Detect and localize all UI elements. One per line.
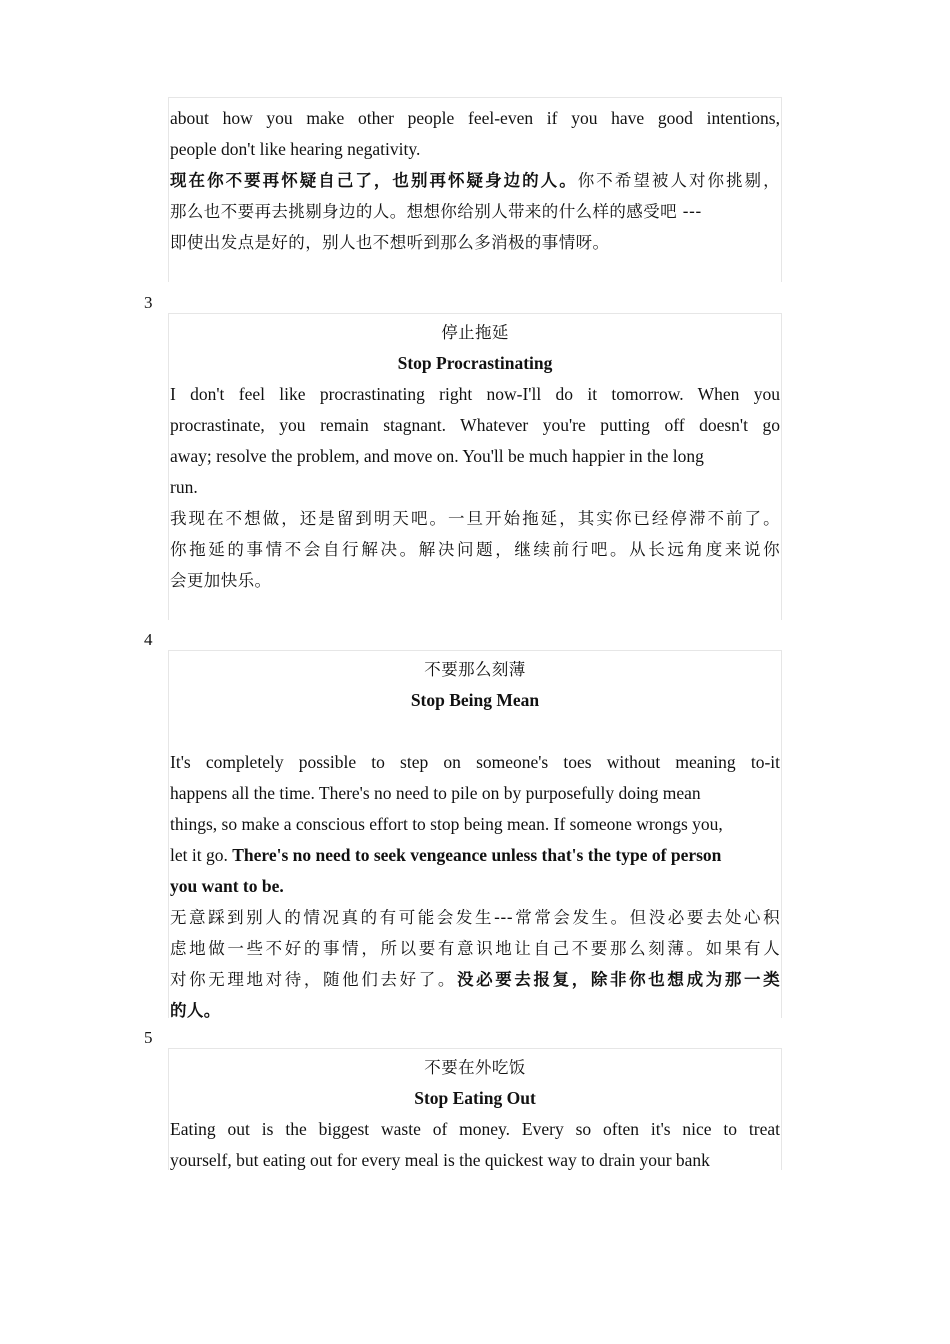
section-2-zh-line-1 bbox=[169, 165, 781, 196]
section-3-box bbox=[168, 313, 782, 620]
section-3-zh-line-3: 会更加快乐。 bbox=[170, 571, 272, 590]
section-4-zh-line-1: 无意踩到别人的情况真的有可能会发生---常常会发生。但没必要去处心积 bbox=[170, 908, 780, 927]
section-4-box bbox=[168, 650, 782, 1018]
section-4-number: 4 bbox=[144, 630, 153, 649]
section-3-en-line-4: run. bbox=[170, 477, 198, 497]
section-5-en-line-2: yourself, but eating out for every meal is the quickest way to drain your bank bbox=[170, 1150, 710, 1170]
section-5-box bbox=[168, 1048, 782, 1170]
section-3-en-line-1: I don't feel like procrastinating right now-I'll do it tomorrow. When you bbox=[170, 384, 780, 404]
section-4-en-line-4-bold: There's no need to seek vengeance unless that's the type of person bbox=[232, 845, 722, 865]
section-4-zh-line-2: 虑地做一些不好的事情，所以要有意识地让自己不要那么刻薄。如果有人 bbox=[170, 939, 780, 958]
section-2-zh-line-3: 即使出发点是好的，别人也不想听到那么多消极的事情呀。 bbox=[170, 233, 610, 252]
section-3-zh-line-2: 你拖延的事情不会自行解决。解决问题，继续前行吧。从长远角度来说你 bbox=[170, 540, 780, 559]
section-2-zh-bold: 现在你不要再怀疑自己了，也别再怀疑身边的人。 bbox=[170, 171, 578, 190]
section-4-spacer bbox=[169, 716, 781, 747]
section-3-zh-line-1: 我现在不想做，还是留到明天吧。一旦开始拖延，其实你已经停滞不前了。 bbox=[170, 509, 780, 528]
section-2-en-line-2: people don't like hearing negativity. bbox=[170, 139, 421, 159]
section-3-number: 3 bbox=[144, 293, 153, 312]
section-2-en-line-1: about how you make other people feel-even if you have good intentions, bbox=[170, 108, 780, 128]
section-5-title-en: Stop Eating Out bbox=[414, 1088, 536, 1108]
section-3-title-en: Stop Procrastinating bbox=[397, 353, 553, 373]
section-4-zh-line-3-plain: 对你无理地对待，随他们去好了。 bbox=[170, 970, 457, 989]
section-2-zh-line-1-rest: 你不希望被人对你挑剔， bbox=[577, 171, 780, 190]
section-3-en-line-2: procrastinate, you remain stagnant. Whatever you're putting off doesn't go bbox=[170, 415, 780, 435]
section-4-en-line-5: you want to be. bbox=[170, 876, 284, 896]
section-5-en-line-1: Eating out is the biggest waste of money. Every so often it's nice to treat bbox=[170, 1119, 780, 1139]
section-2-box bbox=[168, 97, 782, 282]
section-5-number: 5 bbox=[144, 1028, 153, 1047]
section-4-title-en: Stop Being Mean bbox=[410, 690, 540, 710]
section-5-title-zh: 不要在外吃饭 bbox=[424, 1058, 526, 1077]
section-4-en-line-4 bbox=[169, 840, 781, 871]
section-4-en-line-2: happens all the time. There's no need to pile on by purposefully doing mean bbox=[170, 783, 701, 803]
section-4-zh-line-4: 的人。 bbox=[170, 1001, 221, 1020]
section-4-en-line-3: things, so make a conscious effort to stop being mean. If someone wrongs you, bbox=[170, 814, 723, 834]
section-4-zh-line-3 bbox=[169, 964, 781, 995]
section-4-en-line-4-plain: let it go. bbox=[170, 845, 233, 865]
section-4-title-zh: 不要那么刻薄 bbox=[424, 660, 526, 679]
section-3-en-line-3: away; resolve the problem, and move on. You'll be much happier in the long bbox=[170, 446, 704, 466]
section-4-en-line-1: It's completely possible to step on someone's toes without meaning to-it bbox=[170, 752, 780, 772]
section-2-zh-line-2: 那么也不要再去挑剔身边的人。想想你给别人带来的什么样的感受吧 --- bbox=[170, 202, 702, 221]
section-3-title-zh: 停止拖延 bbox=[441, 323, 509, 342]
section-4-zh-line-3-bold: 没必要去报复，除非你也想成为那一类 bbox=[456, 970, 780, 989]
